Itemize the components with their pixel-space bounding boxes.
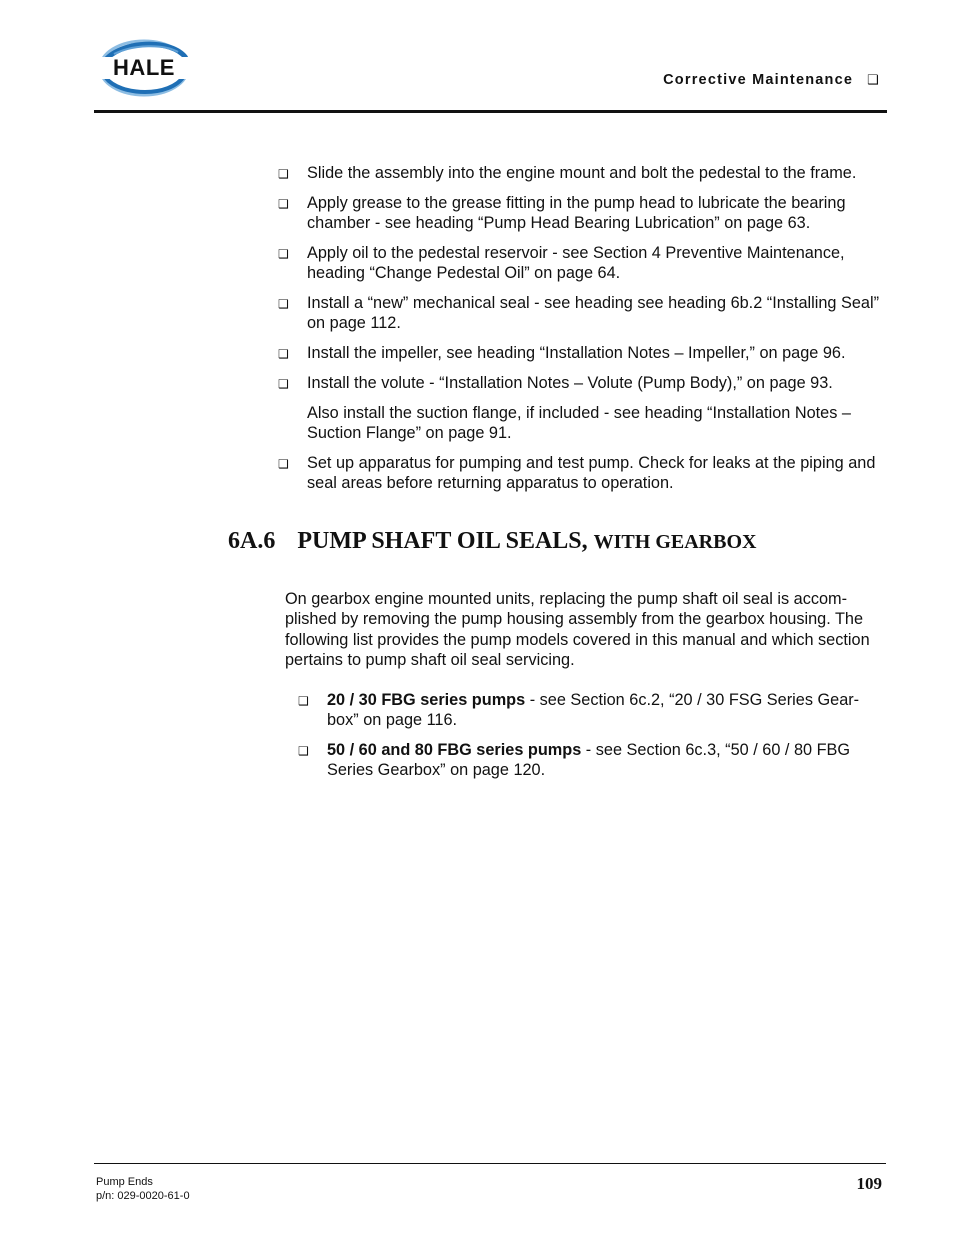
step-text: Also install the suction flange, if included - see heading “Installation Notes – Suction Flange” on page 91. bbox=[307, 404, 851, 442]
footer-doc-title: Pump Ends bbox=[96, 1176, 153, 1188]
checkbox-bullet-icon: ❑ bbox=[278, 197, 289, 211]
model-reference: - see Section 6c.2, “20 / 30 FSG Series Gear-box” on page 116. bbox=[327, 691, 860, 729]
running-header bbox=[663, 72, 880, 88]
list-item bbox=[278, 453, 888, 493]
footer-info bbox=[96, 1175, 190, 1203]
list-item bbox=[278, 163, 888, 183]
header-box-icon: ❑ bbox=[867, 72, 880, 87]
step-text: Install the impeller, see heading “Installation Notes – Impeller,” on page 96. bbox=[307, 344, 846, 362]
model-name: 20 / 30 FBG series pumps bbox=[327, 691, 526, 709]
page-number: 109 bbox=[856, 1174, 882, 1193]
section-subtitle: WITH GEARBOX bbox=[593, 531, 757, 553]
step-text: Apply oil to the pedestal reservoir - see Section 4 Preventive Maintenance, heading “Change Pedestal Oil” on page 64. bbox=[307, 244, 845, 282]
section-paragraph: On gearbox engine mounted units, replacing the pump shaft oil seal is accom-plished by removing the pump housing assembly from the gearbox housing. The following list provides the pump models covered in this manual and which section pertains to pump shaft oil seal servicing. bbox=[285, 590, 870, 669]
procedure-steps bbox=[278, 163, 888, 503]
list-item bbox=[298, 740, 888, 780]
pump-model-list bbox=[298, 690, 888, 790]
list-item bbox=[278, 293, 888, 333]
step-text: Slide the assembly into the engine mount and bolt the pedestal to the frame. bbox=[307, 164, 857, 182]
list-item bbox=[278, 243, 888, 283]
checkbox-bullet-icon: ❑ bbox=[278, 347, 289, 361]
checkbox-bullet-icon: ❑ bbox=[278, 247, 289, 261]
checkbox-bullet-icon: ❑ bbox=[278, 377, 289, 391]
logo-text: HALE bbox=[113, 55, 175, 80]
list-item bbox=[278, 193, 888, 233]
header-title: Corrective Maintenance bbox=[663, 72, 854, 88]
step-text: Install the volute - “Installation Notes – Volute (Pump Body),” on page 93. bbox=[307, 374, 833, 392]
footer-part-number: p/n: 029-0020-61-0 bbox=[96, 1190, 190, 1202]
model-name: 50 / 60 and 80 FBG series pumps bbox=[327, 741, 582, 759]
section-title: PUMP SHAFT OIL SEALS, bbox=[297, 528, 588, 554]
hale-logo bbox=[94, 36, 194, 100]
list-item bbox=[278, 343, 888, 363]
list-item bbox=[278, 373, 888, 393]
checkbox-bullet-icon: ❑ bbox=[278, 167, 289, 181]
checkbox-bullet-icon: ❑ bbox=[278, 297, 289, 311]
list-item-continuation bbox=[278, 403, 888, 443]
step-text: Apply grease to the grease fitting in the pump head to lubricate the bearing chamber - see heading “Pump Head Bearing Lubrication” on page 63. bbox=[307, 194, 846, 232]
footer-rule bbox=[94, 1163, 886, 1164]
section-number: 6A.6 bbox=[228, 528, 276, 554]
list-item bbox=[298, 690, 888, 730]
header-rule bbox=[94, 110, 887, 113]
step-text: Set up apparatus for pumping and test pump. Check for leaks at the piping and seal areas before returning apparatus to operation. bbox=[307, 454, 876, 492]
checkbox-bullet-icon: ❑ bbox=[278, 457, 289, 471]
step-text: Install a “new” mechanical seal - see heading see heading 6b.2 “Installing Seal” on page 112. bbox=[307, 294, 879, 332]
checkbox-bullet-icon: ❑ bbox=[298, 744, 309, 758]
checkbox-bullet-icon: ❑ bbox=[298, 694, 309, 708]
model-reference: - see Section 6c.3, “50 / 60 / 80 FBG Series Gearbox” on page 120. bbox=[327, 741, 851, 779]
section-heading bbox=[228, 528, 756, 555]
